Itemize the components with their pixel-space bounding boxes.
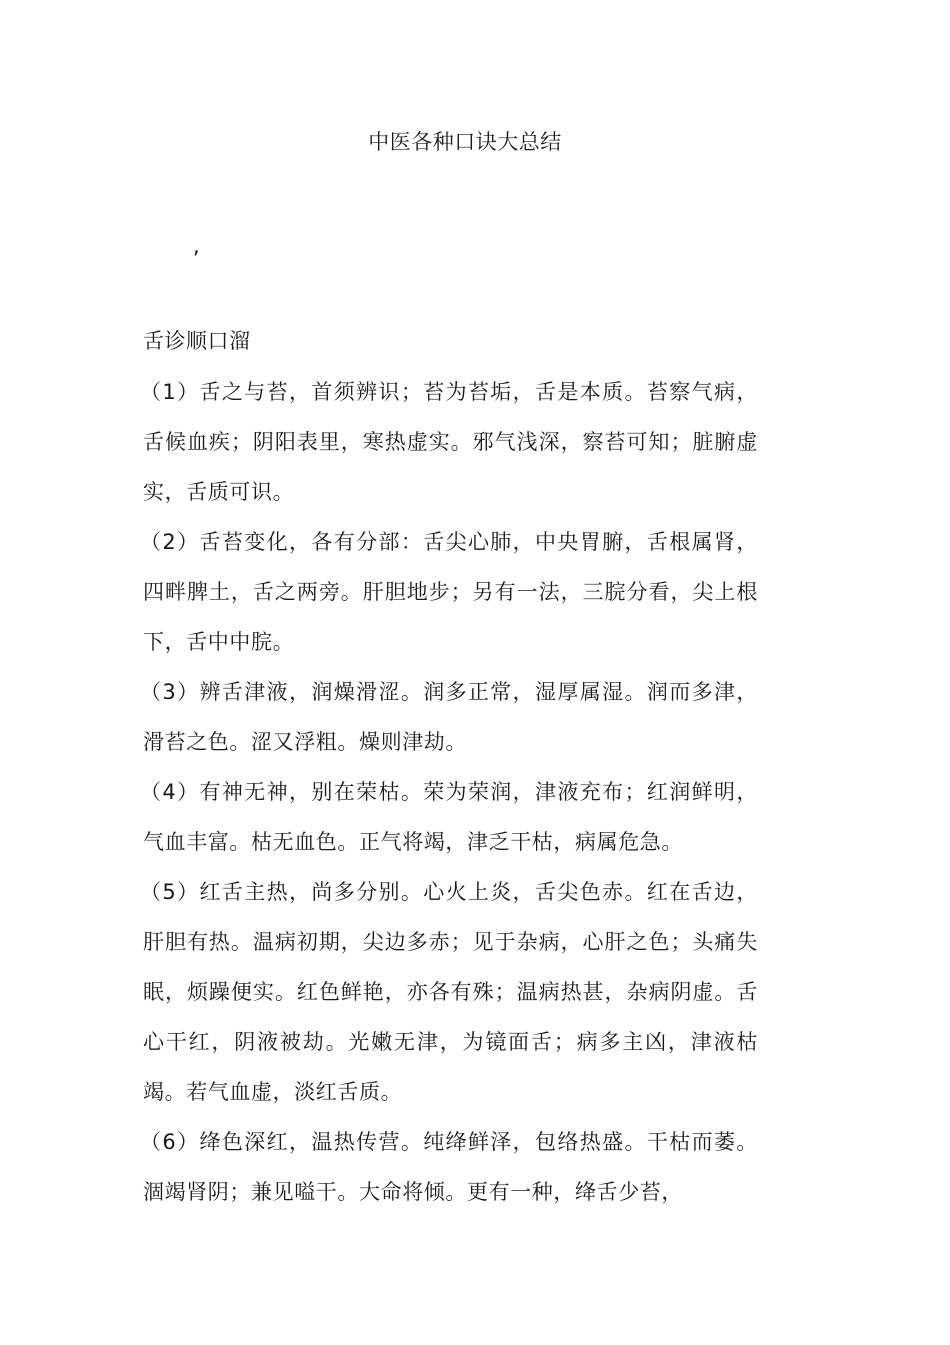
section-heading: 舌诊顺口溜	[143, 329, 251, 353]
paragraph-number: （6）	[140, 1130, 200, 1154]
paragraph-text: 绛色深红，温热传营。纯绛鲜泽，包络热盛。干枯而萎。涸竭肾阴；兼见嗌干。大命将倾。更有一种，绛舌少苔，	[143, 1130, 758, 1204]
paragraph-3	[140, 667, 758, 767]
section-body	[140, 367, 758, 1217]
paragraph-text: 红舌主热，尚多分别。心火上炎，舌尖色赤。红在舌边，肝胆有热。温病初期，尖边多赤；见于杂病，心肝之色；头痛失眠，烦躁便实。红色鲜艳，亦各有殊；温病热甚，杂病阴虚。舌心干红，阴液被劫。光嫩无津，为镜面舌；病多主凶，津液枯竭。若气血虚，淡红舌质。	[143, 880, 758, 1104]
paragraph-number: （3）	[140, 680, 200, 704]
stray-punctuation: ,	[193, 234, 200, 258]
paragraph-text: 有神无神，别在荣枯。荣为荣润，津液充布；红润鲜明，气血丰富。枯无血色。正气将竭，津乏干枯，病属危急。	[143, 780, 758, 854]
paragraph-text: 舌之与苔，首须辨识；苔为苔垢，舌是本质。苔察气病，舌候血疾；阴阳表里，寒热虚实。邪气浅深，察苔可知；脏腑虚实，舌质可识。	[143, 380, 758, 504]
paragraph-text: 舌苔变化，各有分部：舌尖心肺，中央胃腑，舌根属肾，四畔脾土，舌之两旁。肝胆地步；另有一法，三脘分看，尖上根下，舌中中脘。	[143, 530, 758, 654]
paragraph-number: （2）	[140, 530, 200, 554]
paragraph-2	[140, 517, 758, 667]
paragraph-6	[140, 1117, 758, 1217]
paragraph-number: （5）	[140, 880, 200, 904]
paragraph-1	[140, 367, 758, 517]
paragraph-4	[140, 767, 758, 867]
paragraph-number: （4）	[140, 780, 200, 804]
paragraph-number: （1）	[140, 380, 200, 404]
document-title: 中医各种口诀大总结	[368, 130, 562, 154]
paragraph-text: 辨舌津液，润燥滑涩。润多正常，湿厚属湿。润而多津，滑苔之色。涩又浮粗。燥则津劫。	[143, 680, 758, 754]
paragraph-5	[140, 867, 758, 1117]
